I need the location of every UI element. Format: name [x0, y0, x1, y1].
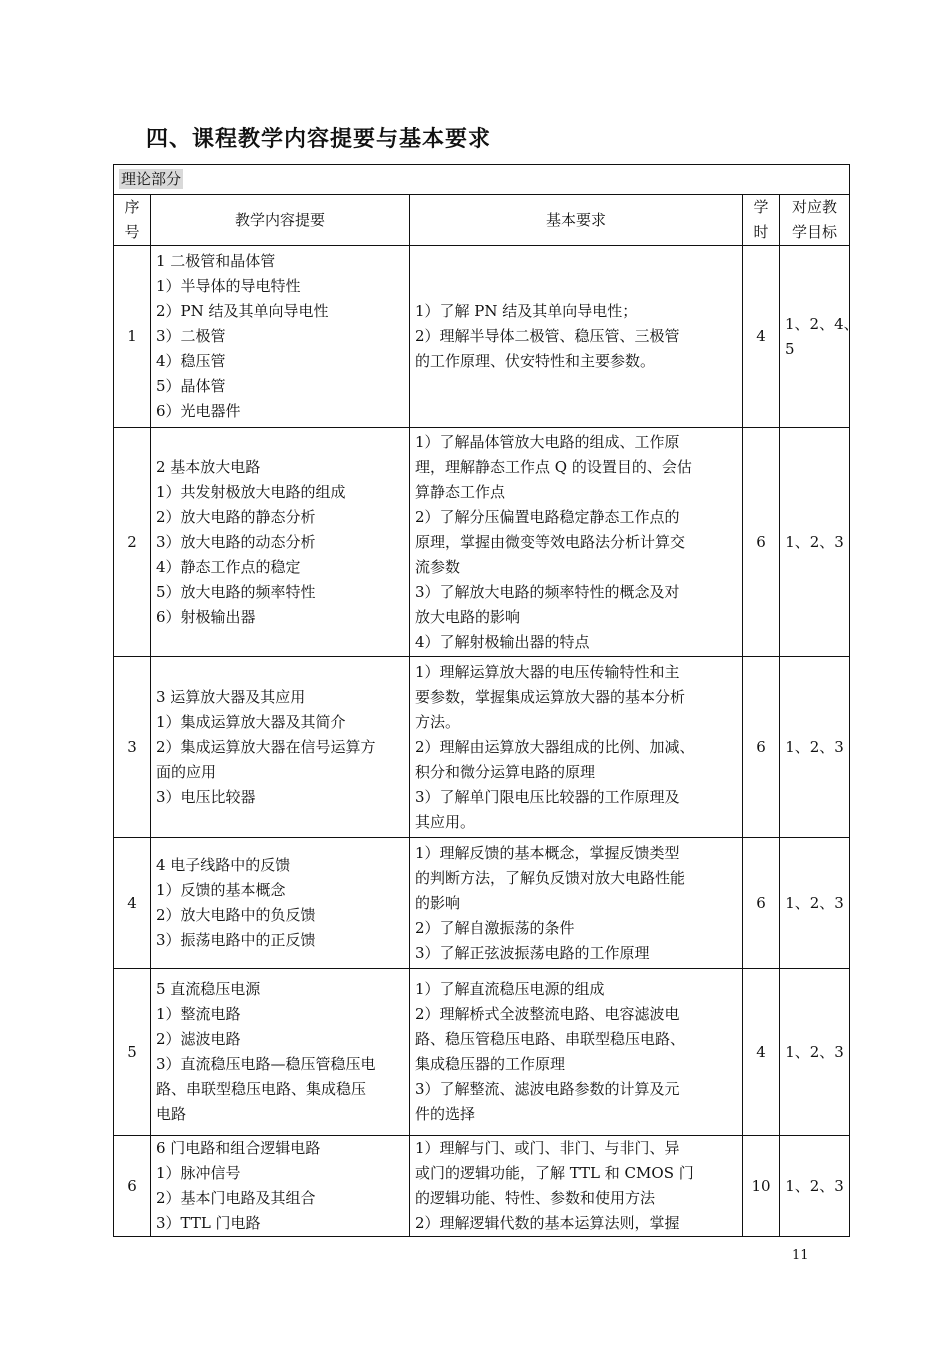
goals-line: 1、2、3 — [785, 737, 844, 756]
requirement-line: 要参数，掌握集成运算放大器的基本分析 — [415, 687, 686, 706]
header-row — [114, 195, 850, 246]
topic-cell — [151, 969, 410, 1136]
header-goals-line: 学目标 — [792, 223, 838, 241]
hours-cell: 6 — [743, 657, 780, 838]
topic-line: 2）滤波电路 — [156, 1030, 241, 1048]
requirement-line: 2）理解逻辑代数的基本运算法则，掌握 — [415, 1214, 680, 1232]
row-number-cell: 6 — [114, 1136, 151, 1237]
goals-cell — [780, 657, 850, 838]
header-hours-line: 时 — [753, 223, 769, 241]
requirement-line: 1）理解运算放大器的电压传输特性和主 — [415, 662, 680, 681]
topic-line: 4）稳压管 — [156, 352, 226, 370]
requirement-line: 或门的逻辑功能，了解 TTL 和 CMOS 门 — [415, 1164, 694, 1182]
requirement-line: 3）了解放大电路的频率特性的概念及对 — [415, 582, 680, 601]
section-heading: 四、课程教学内容提要与基本要求 — [146, 127, 492, 152]
hours-cell: 10 — [743, 1136, 780, 1237]
requirement-line: 理，理解静态工作点 Q 的设置目的、会估 — [415, 457, 692, 476]
requirement-cell — [410, 1136, 743, 1237]
requirement-line: 2）理解半导体二极管、稳压管、三极管 — [415, 327, 680, 345]
topic-cell — [151, 657, 410, 838]
row-number-cell: 4 — [114, 838, 151, 969]
requirement-line: 的逻辑功能、特性、参数和使用方法 — [415, 1189, 656, 1207]
requirement-line: 算静态工作点 — [415, 482, 506, 501]
header-no-line: 号 — [124, 223, 140, 241]
header-topic: 教学内容提要 — [151, 195, 410, 246]
topic-line: 2 基本放大电路 — [156, 457, 261, 476]
topic-line: 6）光电器件 — [156, 402, 241, 420]
topic-cell — [151, 838, 410, 969]
requirement-cell — [410, 246, 743, 428]
topic-line: 1）反馈的基本概念 — [156, 881, 286, 899]
goals-cell — [780, 1136, 850, 1237]
requirement-line: 流参数 — [415, 557, 461, 576]
topic-line: 2）放大电路的静态分析 — [156, 507, 316, 526]
requirement-line: 1）了解晶体管放大电路的组成、工作原 — [415, 432, 680, 451]
topic-line: 1 二极管和晶体管 — [156, 252, 276, 270]
page-number: 11 — [792, 1248, 809, 1263]
requirement-line: 1）理解与门、或门、非门、与非门、异 — [415, 1139, 680, 1157]
topic-line: 4）静态工作点的稳定 — [156, 557, 301, 576]
topic-line: 3）二极管 — [156, 327, 226, 345]
section-cell — [114, 165, 850, 195]
requirement-line: 1）理解反馈的基本概念，掌握反馈类型 — [415, 843, 680, 862]
goals-line: 5 — [785, 339, 795, 358]
topic-line: 3）电压比较器 — [156, 787, 256, 806]
topic-line: 4 电子线路中的反馈 — [156, 856, 291, 874]
topic-line: 1）整流电路 — [156, 1005, 241, 1023]
topic-line: 5）晶体管 — [156, 377, 226, 395]
goals-cell — [780, 838, 850, 969]
goals-line: 1、2、3 — [785, 1042, 844, 1061]
topic-line: 2）PN 结及其单向导电性 — [156, 302, 329, 320]
requirement-line: 2）理解由运算放大器组成的比例、加减、 — [415, 737, 695, 756]
goals-cell — [780, 969, 850, 1136]
requirement-line: 的判断方法，了解负反馈对放大电路性能 — [415, 868, 686, 887]
requirement-line: 1）了解 PN 结及其单向导电性； — [415, 302, 638, 320]
header-goals — [780, 195, 850, 246]
topic-line: 面的应用 — [156, 762, 217, 781]
topic-cell — [151, 1136, 410, 1237]
hours-cell: 6 — [743, 428, 780, 657]
table-row — [114, 1136, 850, 1237]
requirement-line: 积分和微分运算电路的原理 — [415, 762, 596, 781]
requirement-line: 3）了解整流、滤波电路参数的计算及元 — [415, 1080, 680, 1098]
topic-line: 3）TTL 门电路 — [156, 1214, 261, 1232]
topic-cell — [151, 428, 410, 657]
requirement-line: 2）了解分压偏置电路稳定静态工作点的 — [415, 507, 680, 526]
header-hours — [743, 195, 780, 246]
topic-line: 1）脉冲信号 — [156, 1164, 241, 1182]
header-no — [114, 195, 151, 246]
topic-line: 5 直流稳压电源 — [156, 980, 261, 998]
hours-cell: 4 — [743, 246, 780, 428]
topic-line: 路、串联型稳压电路、集成稳压 — [156, 1080, 367, 1098]
table-row — [114, 969, 850, 1136]
goals-line: 1、2、3 — [785, 1176, 844, 1195]
hours-cell: 4 — [743, 969, 780, 1136]
topic-line: 5）放大电路的频率特性 — [156, 582, 316, 601]
topic-line: 3）振荡电路中的正反馈 — [156, 931, 316, 949]
requirement-line: 的影响 — [415, 893, 461, 912]
topic-line: 2）集成运算放大器在信号运算方 — [156, 737, 376, 756]
table-row — [114, 428, 850, 657]
requirement-line: 3）了解正弦波振荡电路的工作原理 — [415, 943, 650, 962]
requirement-line: 方法。 — [415, 712, 461, 731]
requirement-line: 3）了解单门限电压比较器的工作原理及 — [415, 787, 680, 806]
requirement-line: 放大电路的影响 — [415, 607, 521, 626]
header-hours-line: 学 — [753, 198, 769, 216]
goals-cell — [780, 246, 859, 428]
requirement-line: 1）了解直流稳压电源的组成 — [415, 980, 605, 998]
requirement-line: 件的选择 — [415, 1105, 476, 1123]
goals-cell — [780, 428, 850, 657]
section-label: 理论部分 — [121, 170, 182, 188]
topic-line: 6）射极输出器 — [156, 607, 256, 626]
requirement-line: 原理，掌握由微变等效电路法分析计算交 — [415, 532, 686, 551]
goals-line: 1、2、4、 — [785, 314, 859, 333]
goals-line: 1、2、3 — [785, 893, 844, 912]
topic-line: 2）基本门电路及其组合 — [156, 1189, 316, 1207]
section-row — [114, 165, 850, 195]
row-number-cell: 2 — [114, 428, 151, 657]
requirement-line: 4）了解射极输出器的特点 — [415, 632, 590, 651]
requirement-cell — [410, 657, 743, 838]
requirement-cell — [410, 969, 743, 1136]
topic-line: 3）直流稳压电路—稳压管稳压电 — [156, 1055, 376, 1073]
row-number-cell: 3 — [114, 657, 151, 838]
requirement-line: 路、稳压管稳压电路、串联型稳压电路、 — [415, 1030, 686, 1048]
table-row — [114, 838, 850, 969]
goals-line: 1、2、3 — [785, 532, 844, 551]
course-content-table — [113, 164, 859, 1237]
row-number-cell: 1 — [114, 246, 151, 428]
topic-line: 电路 — [156, 1105, 187, 1123]
topic-line: 3）放大电路的动态分析 — [156, 532, 316, 551]
topic-line: 1）集成运算放大器及其简介 — [156, 712, 346, 731]
requirement-line: 其应用。 — [415, 812, 476, 831]
topic-line: 2）放大电路中的负反馈 — [156, 906, 316, 924]
requirement-cell — [410, 838, 743, 969]
row-number-cell: 5 — [114, 969, 151, 1136]
header-no-line: 序 — [124, 198, 140, 216]
requirement-line: 2）理解桥式全波整流电路、电容滤波电 — [415, 1005, 680, 1023]
requirement-line: 2）了解自激振荡的条件 — [415, 918, 575, 937]
header-requirement: 基本要求 — [410, 195, 743, 246]
topic-line: 3 运算放大器及其应用 — [156, 687, 306, 706]
hours-cell: 6 — [743, 838, 780, 969]
requirement-line: 的工作原理、伏安特性和主要参数。 — [415, 352, 656, 370]
topic-line: 6 门电路和组合逻辑电路 — [156, 1139, 321, 1157]
topic-cell — [151, 246, 410, 428]
table-row — [114, 657, 850, 838]
header-goals-line: 对应教 — [792, 198, 838, 216]
requirement-cell — [410, 428, 743, 657]
topic-line: 1）共发射极放大电路的组成 — [156, 482, 346, 501]
topic-line: 1）半导体的导电特性 — [156, 277, 301, 295]
table-row — [114, 246, 850, 428]
requirement-line: 集成稳压器的工作原理 — [415, 1055, 566, 1073]
